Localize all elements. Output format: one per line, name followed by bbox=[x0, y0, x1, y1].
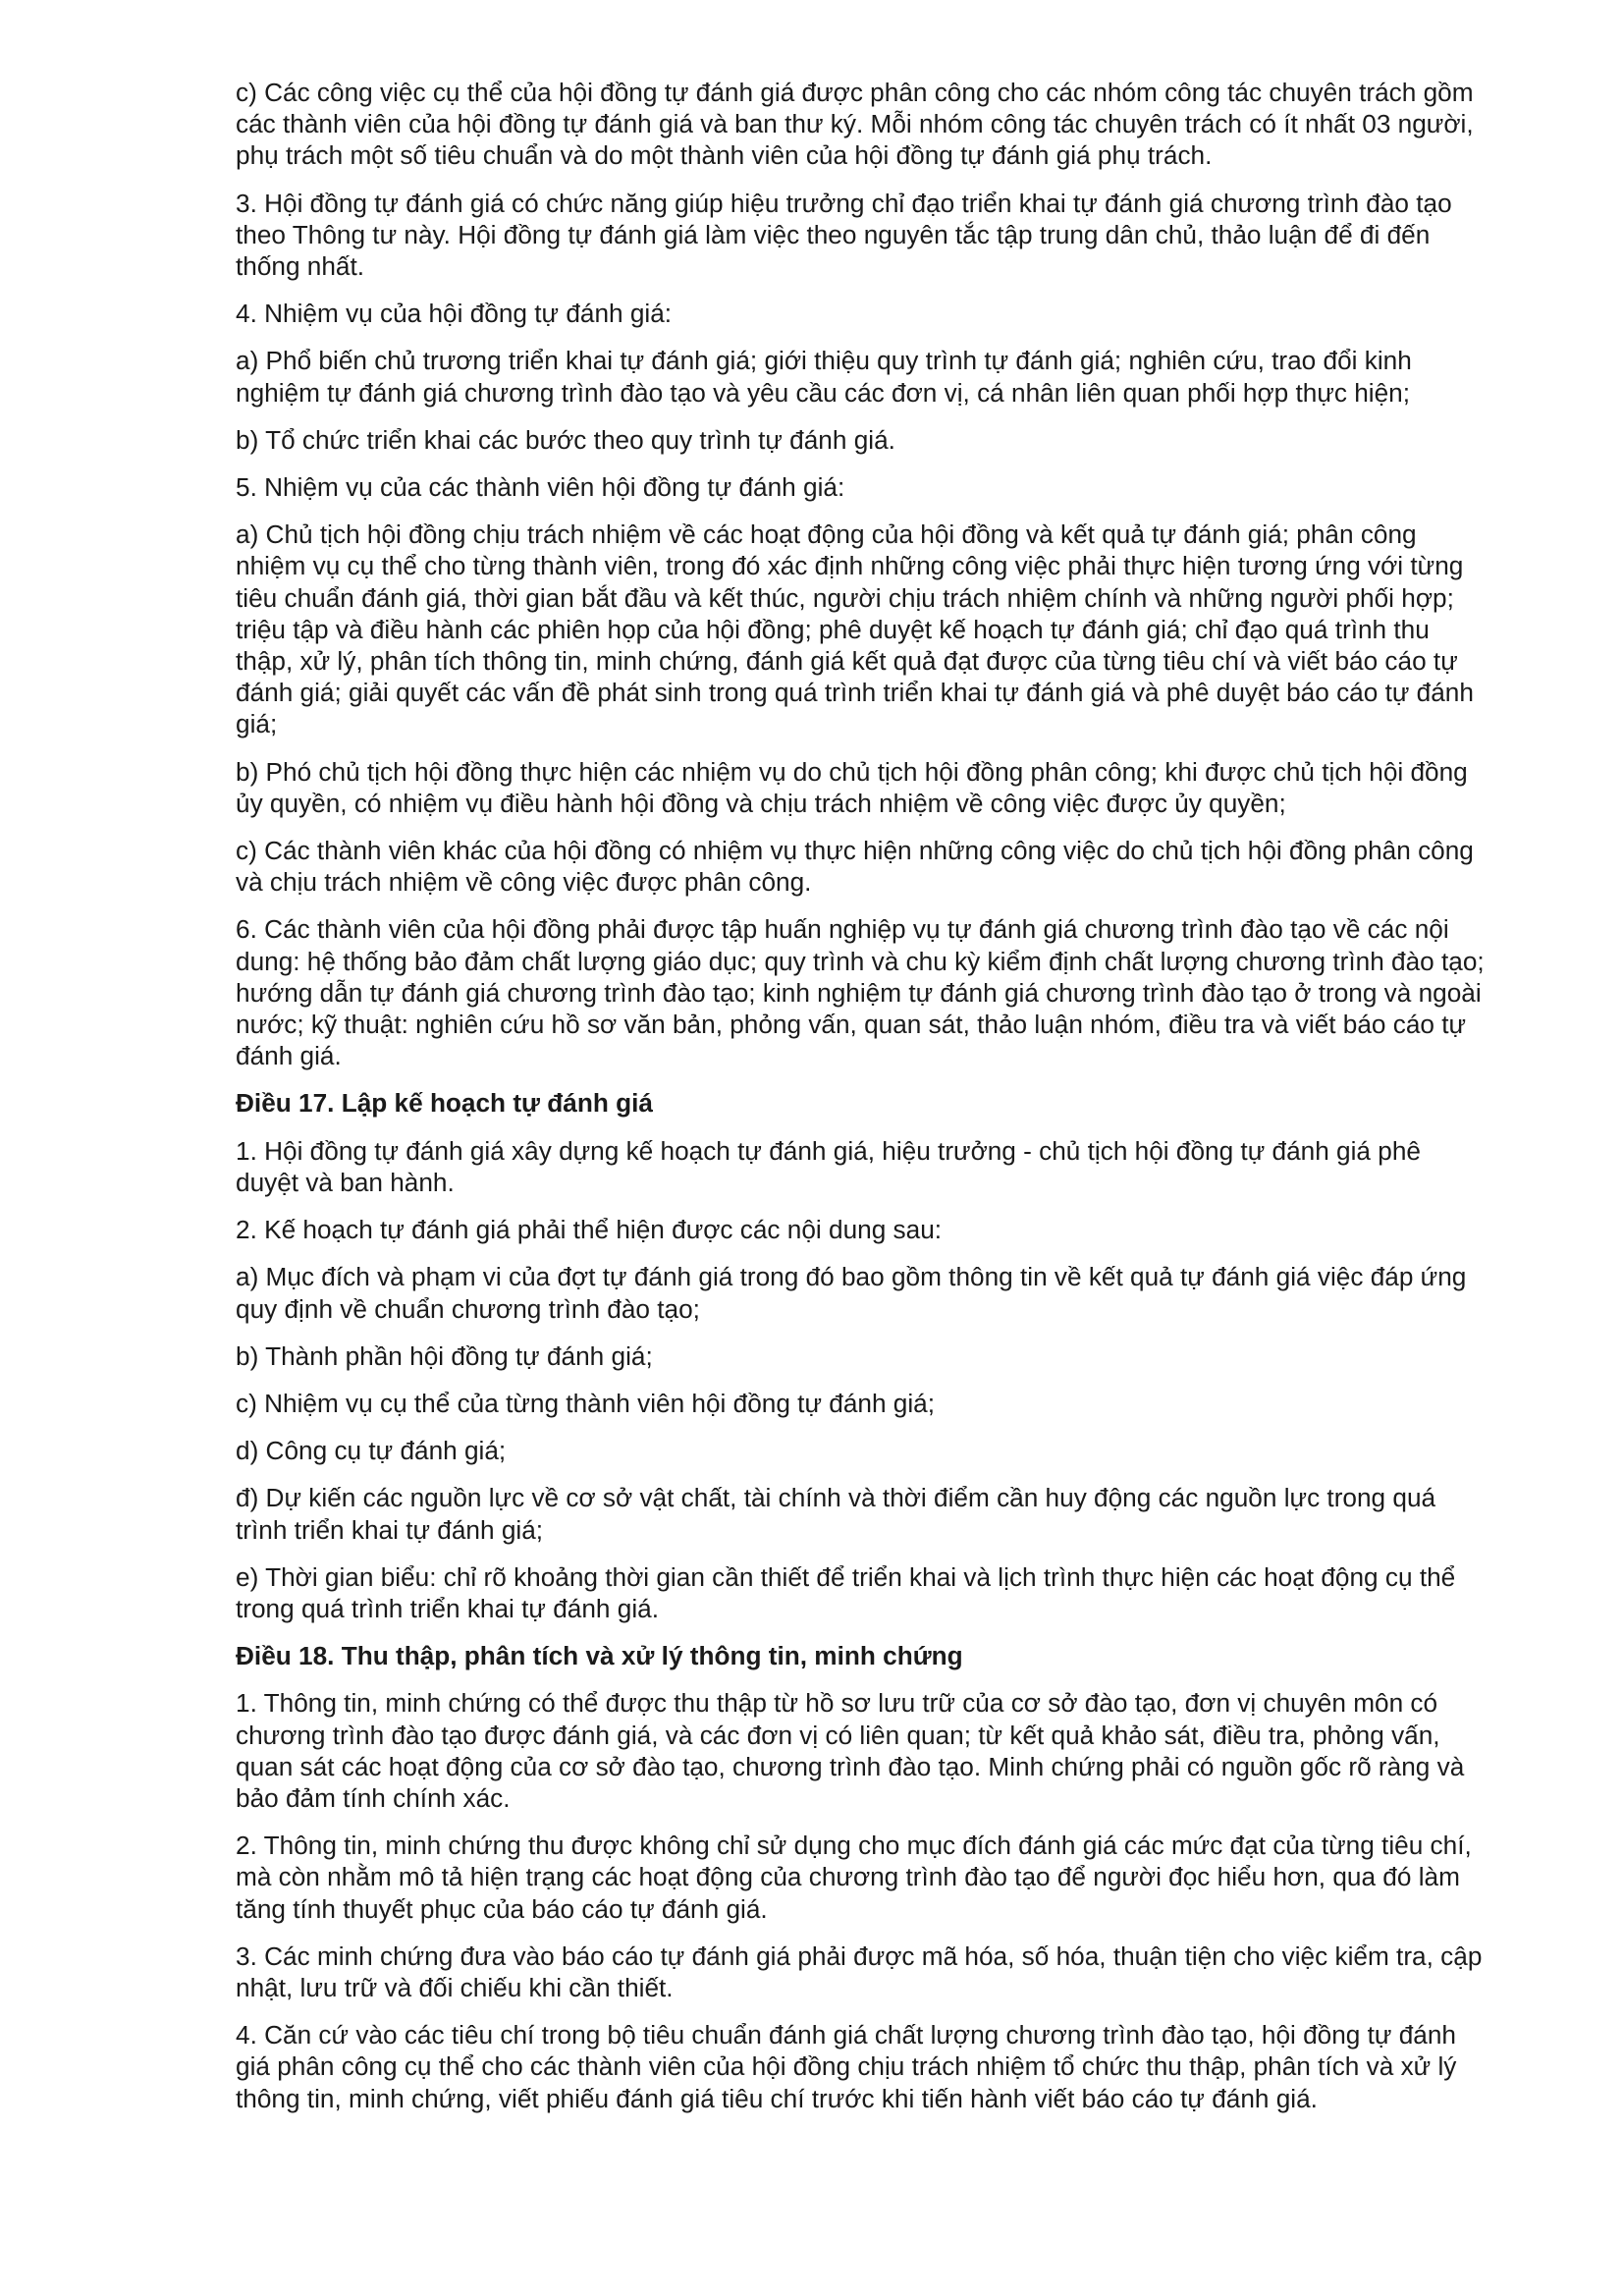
paragraph-4b: b) Tổ chức triển khai các bước theo quy trình tự đánh giá. bbox=[236, 424, 895, 455]
paragraph-5-member-duties: 5. Nhiệm vụ của các thành viên hội đồng tự đánh giá: bbox=[236, 472, 845, 503]
paragraph-18-3: 3. Các minh chứng đưa vào báo cáo tự đánh giá phải được mã hóa, số hóa, thuận tiện cho việc kiểm tra, cập nhật, lưu trữ và đối chiếu khi cần thiết. bbox=[236, 1941, 1483, 2002]
paragraph-17-2d: d) Công cụ tự đánh giá; bbox=[236, 1436, 507, 1466]
paragraph-17-2c: c) Nhiệm vụ cụ thể của từng thành viên hội đồng tự đánh giá; bbox=[236, 1388, 936, 1418]
paragraph-18-1: 1. Thông tin, minh chứng có thể được thu thập từ hồ sơ lưu trữ của cơ sở đào tạo, đơn vị chuyên môn có chương trình đào tạo được đánh giá, và các đơn vị có liên quan; từ kết quả khảo sát, điều tra, phỏng vấn, quan sát các hoạt động của cơ sở đào tạo, chương trình đào tạo. Minh chứng phải có nguồn gốc rõ ràng và bảo đảm tính chính xác. bbox=[236, 1688, 1465, 1813]
paragraph-17-2dd: đ) Dự kiến các nguồn lực về cơ sở vật chất, tài chính và thời điểm cần huy động các nguồn lực trong quá trình triển khai tự đánh giá; bbox=[236, 1483, 1436, 1545]
paragraph-17-2e: e) Thời gian biểu: chỉ rõ khoảng thời gian cần thiết để triển khai và lịch trình thực hiện các hoạt động cụ thể trong quá trình triển khai tự đánh giá. bbox=[236, 1561, 1456, 1623]
paragraph-18-2: 2. Thông tin, minh chứng thu được không chỉ sử dụng cho mục đích đánh giá các mức đạt của từng tiêu chí, mà còn nhằm mô tả hiện trạng các hoạt động của chương trình đào tạo để người đọc hiểu hơn, qua đó làm tăng tính thuyết phục của báo cáo tự đánh giá. bbox=[236, 1831, 1472, 1924]
article-18-heading: Điều 18. Thu thập, phân tích và xử lý thông tin, minh chứng bbox=[236, 1641, 963, 1671]
paragraph-3-council-function: 3. Hội đồng tự đánh giá có chức năng giúp hiệu trưởng chỉ đạo triển khai tự đánh giá chương trình đào tạo theo Thông tư này. Hội đồng tự đánh giá làm việc theo nguyên tắc tập trung dân chủ, thảo luận để đi đến thống nhất. bbox=[236, 188, 1452, 282]
paragraph-5c-other-members: c) Các thành viên khác của hội đồng có nhiệm vụ thực hiện những công việc do chủ tịch hội đồng phân công và chịu trách nhiệm về công việc được phân công. bbox=[236, 836, 1474, 898]
paragraph-4-council-duties: 4. Nhiệm vụ của hội đồng tự đánh giá: bbox=[236, 299, 673, 329]
paragraph-c-working-groups: c) Các công việc cụ thể của hội đồng tự đánh giá được phân công cho các nhóm công tác chuyên trách gồm các thành viên của hội đồng tự đánh giá và ban thư ký. Mỗi nhóm công tác chuyên trách có ít nhất 03 người, phụ trách một số tiêu chuẩn và do một thành viên của hội đồng tự đánh giá phụ trách. bbox=[236, 78, 1474, 171]
paragraph-17-1: 1. Hội đồng tự đánh giá xây dựng kế hoạch tự đánh giá, hiệu trưởng - chủ tịch hội đồng tự đánh giá phê duyệt và ban hành. bbox=[236, 1135, 1421, 1197]
paragraph-6-training: 6. Các thành viên của hội đồng phải được tập huấn nghiệp vụ tự đánh giá chương trình đào tạo về các nội dung: hệ thống bảo đảm chất lượng giáo dục; quy trình và chu kỳ kiểm định chất lượng chương trình đào tạo; hướng dẫn tự đánh giá chương trình đào tạo; kinh nghiệm tự đánh giá chương trình đào tạo ở trong và ngoài nước; kỹ thuật: nghiên cứu hồ sơ văn bản, phỏng vấn, quan sát, thảo luận nhóm, điều tra và viết báo cáo tự đánh giá. bbox=[236, 914, 1485, 1071]
paragraph-5a-chairman: a) Chủ tịch hội đồng chịu trách nhiệm về các hoạt động của hội đồng và kết quả tự đánh giá; phân công nhiệm vụ cụ thể cho từng thành viên, trong đó xác định những công việc phải thực hiện tương ứng với từng tiêu chuẩn đánh giá, thời gian bắt đầu và kết thúc, người chịu trách nhiệm chính và những người phối hợp; triệu tập và điều hành các phiên họp của hội đồng; phê duyệt kế hoạch tự đánh giá; chỉ đạo quá trình thu thập, xử lý, phân tích thông tin, minh chứng, đánh giá kết quả đạt được của từng tiêu chí và viết báo cáo tự đánh giá; giải quyết các vấn đề phát sinh trong quá trình triển khai tự đánh giá và phê duyệt báo cáo tự đánh giá; bbox=[236, 519, 1474, 739]
paragraph-17-2: 2. Kế hoạch tự đánh giá phải thể hiện được các nội dung sau: bbox=[236, 1215, 943, 1245]
paragraph-17-2a: a) Mục đích và phạm vi của đợt tự đánh giá trong đó bao gồm thông tin về kết quả tự đánh giá việc đáp ứng quy định về chuẩn chương trình đào tạo; bbox=[236, 1262, 1467, 1324]
paragraph-17-2b: b) Thành phần hội đồng tự đánh giá; bbox=[236, 1340, 653, 1371]
paragraph-4a: a) Phổ biến chủ trương triển khai tự đánh giá; giới thiệu quy trình tự đánh giá; nghiên cứu, trao đổi kinh nghiệm tự đánh giá chương trình đào tạo và yêu cầu các đơn vị, cá nhân liên quan phối hợp thực hiện; bbox=[236, 346, 1412, 408]
document-page bbox=[236, 77, 1488, 2130]
paragraph-5b-vice-chairman: b) Phó chủ tịch hội đồng thực hiện các nhiệm vụ do chủ tịch hội đồng phân công; khi được chủ tịch hội đồng ủy quyền, có nhiệm vụ điều hành hội đồng và chịu trách nhiệm về công việc được ủy quyền; bbox=[236, 756, 1468, 818]
paragraph-18-4: 4. Căn cứ vào các tiêu chí trong bộ tiêu chuẩn đánh giá chất lượng chương trình đào tạo, hội đồng tự đánh giá phân công cụ thể cho các thành viên của hội đồng chịu trách nhiệm tổ chức thu thập, phân tích và xử lý thông tin, minh chứng, viết phiếu đánh giá tiêu chí trước khi tiến hành viết báo cáo tự đánh giá. bbox=[236, 2020, 1457, 2113]
article-17-heading: Điều 17. Lập kế hoạch tự đánh giá bbox=[236, 1088, 653, 1119]
